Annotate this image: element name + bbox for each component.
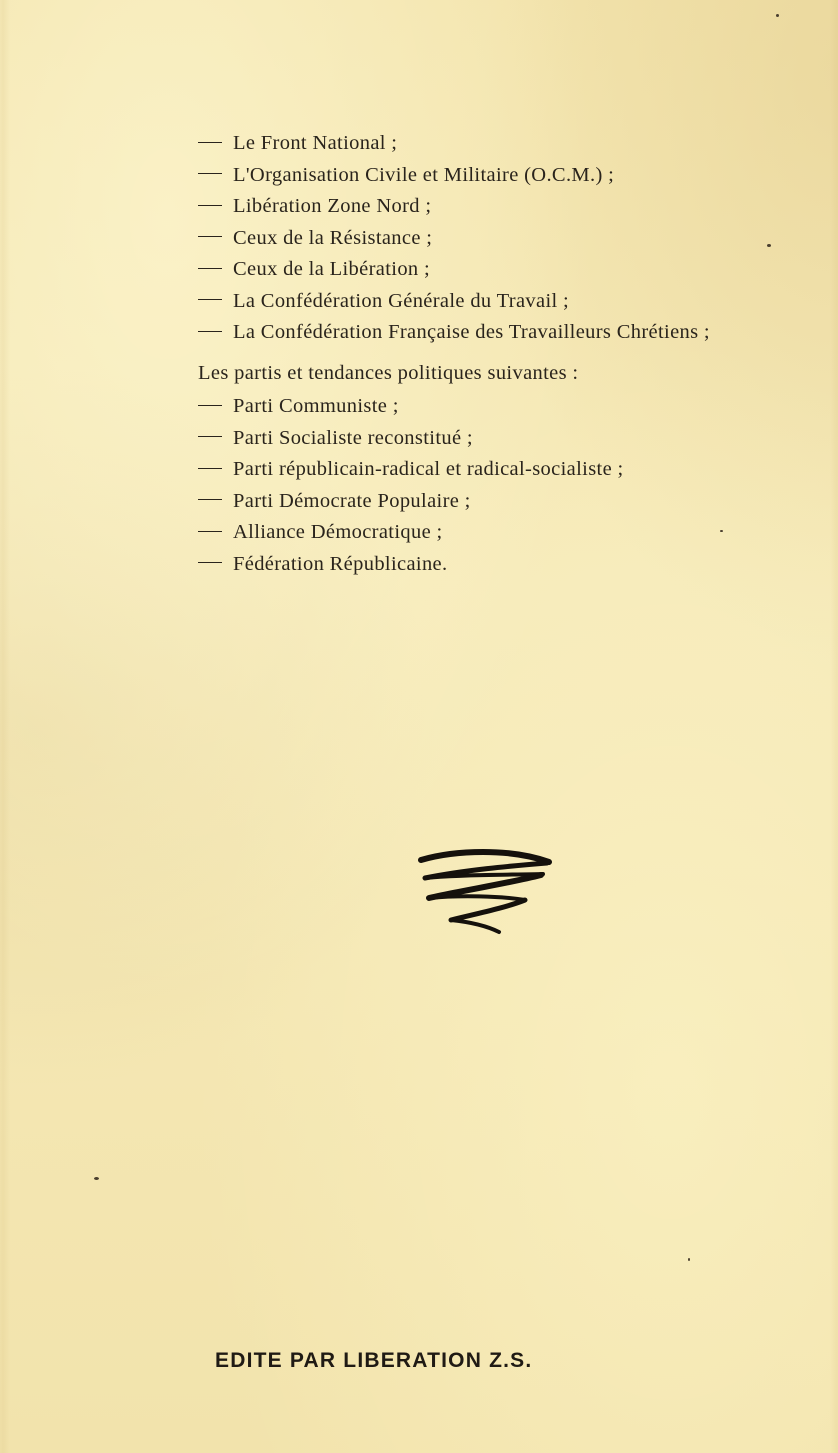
party-item bbox=[198, 391, 818, 423]
party-item bbox=[198, 423, 818, 455]
organization-label: Libération Zone Nord ; bbox=[233, 195, 432, 217]
party-label: Parti Démocrate Populaire ; bbox=[233, 489, 471, 512]
list-dash bbox=[198, 499, 222, 500]
list-dash bbox=[198, 299, 222, 300]
paper-speck bbox=[688, 1258, 690, 1261]
organization-label: Le Front National ; bbox=[233, 132, 398, 154]
list-dash bbox=[198, 173, 222, 174]
list-dash bbox=[198, 436, 222, 437]
party-label: Parti Socialiste reconstitué ; bbox=[233, 426, 473, 449]
list-dash bbox=[198, 531, 222, 532]
party-label: Alliance Démocratique ; bbox=[233, 521, 443, 543]
list-dash bbox=[198, 331, 222, 332]
party-label: Parti Communiste ; bbox=[233, 395, 399, 417]
organization-item bbox=[198, 223, 818, 255]
organization-item bbox=[198, 317, 818, 349]
organization-label: La Confédération Française des Travailleurs Chrétiens ; bbox=[233, 321, 710, 343]
organization-label: L'Organisation Civile et Militaire (O.C.M.) ; bbox=[233, 163, 615, 186]
party-label: Fédération Républicaine. bbox=[233, 552, 448, 575]
organization-item bbox=[198, 128, 818, 160]
organization-label: Ceux de la Résistance ; bbox=[233, 226, 433, 249]
organization-item bbox=[198, 286, 818, 318]
list-dash bbox=[198, 468, 222, 469]
party-item bbox=[198, 454, 818, 486]
parties-heading: Les partis et tendances politiques suivantes : bbox=[198, 362, 579, 384]
paper-speck bbox=[776, 14, 779, 17]
list-dash bbox=[198, 205, 222, 206]
organization-item bbox=[198, 160, 818, 192]
party-item bbox=[198, 517, 818, 549]
party-label: Parti républicain-radical et radical-socialiste ; bbox=[233, 458, 624, 480]
parties-list bbox=[198, 391, 818, 580]
organizations-list bbox=[198, 128, 818, 349]
list-dash bbox=[198, 268, 222, 269]
organization-label: Ceux de la Libération ; bbox=[233, 258, 431, 280]
ink-scribble-mark bbox=[415, 848, 555, 940]
list-dash bbox=[198, 142, 222, 143]
paper-speck bbox=[94, 1177, 99, 1180]
paper-edge-shading bbox=[0, 0, 10, 1453]
list-dash bbox=[198, 236, 222, 237]
list-dash bbox=[198, 562, 222, 563]
list-dash bbox=[198, 405, 222, 406]
organization-item bbox=[198, 254, 818, 286]
organization-item bbox=[198, 191, 818, 223]
paper-edge-shading bbox=[830, 0, 838, 1453]
party-item bbox=[198, 486, 818, 518]
organization-label: La Confédération Générale du Travail ; bbox=[233, 289, 570, 312]
publisher-imprint: EDITE PAR LIBERATION Z.S. bbox=[215, 1349, 533, 1372]
party-item bbox=[198, 549, 818, 581]
